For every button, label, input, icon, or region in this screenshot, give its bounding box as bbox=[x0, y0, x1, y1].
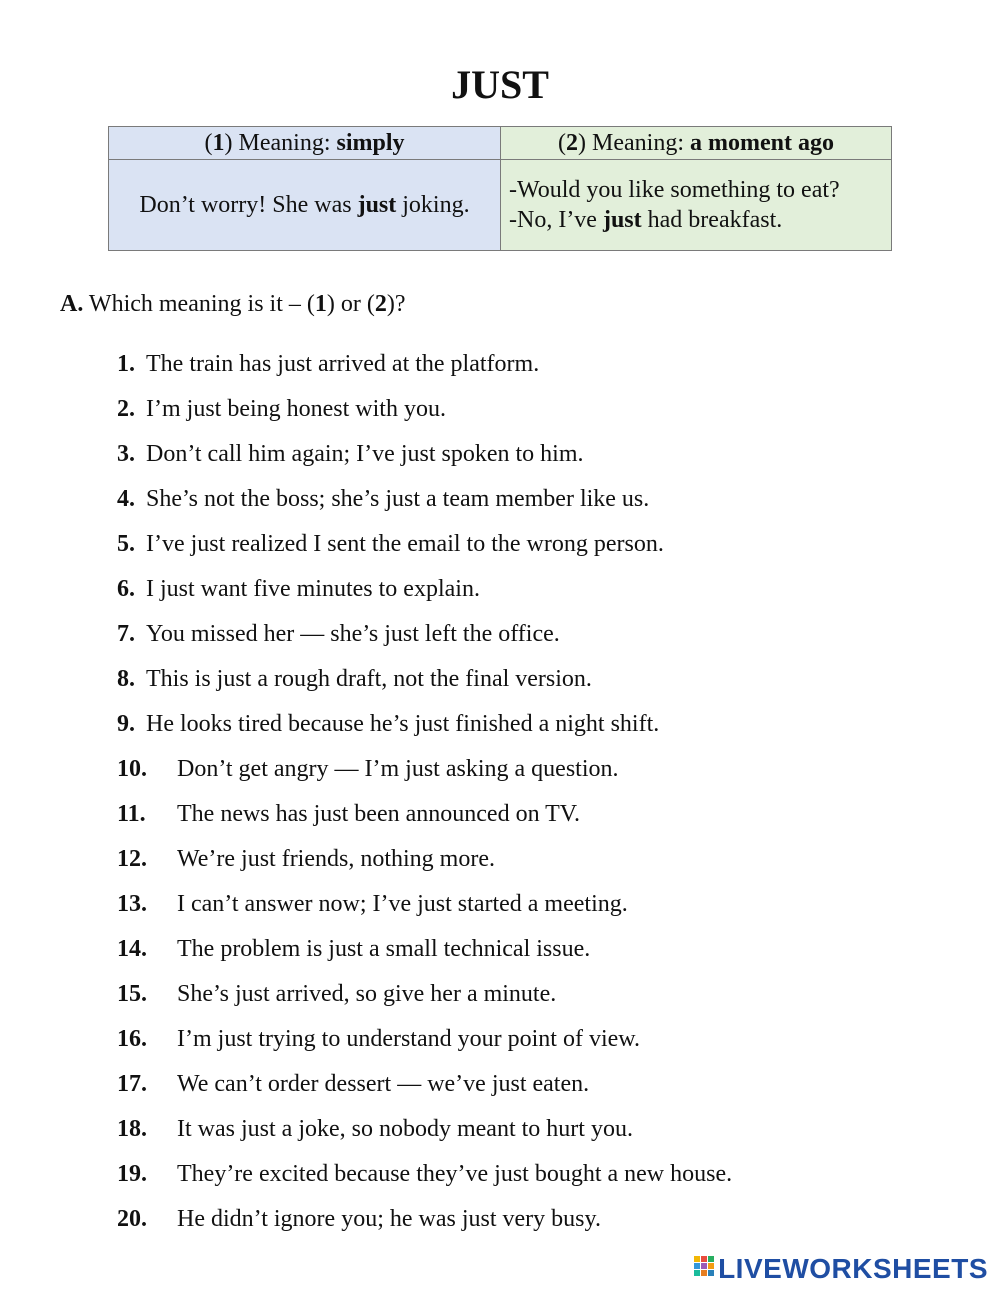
exercise-item bbox=[117, 1112, 977, 1157]
exercise-item bbox=[117, 1157, 977, 1202]
meaning2-header: (2) Meaning: a moment ago bbox=[501, 127, 892, 160]
exercise-item bbox=[117, 527, 977, 572]
exercise-item bbox=[117, 1067, 977, 1112]
meaning1-header: (1) Meaning: simply bbox=[109, 127, 501, 160]
item-number: 2. bbox=[117, 396, 135, 422]
meaning1-example-after: joking. bbox=[396, 191, 470, 218]
meaning2-line2-after: had breakfast. bbox=[641, 207, 783, 233]
meanings-example-row bbox=[109, 160, 892, 251]
exercise-item bbox=[117, 392, 977, 437]
meanings-header-row bbox=[109, 127, 892, 160]
item-number: 5. bbox=[117, 531, 135, 557]
item-text: I’m just being honest with you. bbox=[146, 396, 446, 422]
exercise-item bbox=[117, 797, 977, 842]
item-text: It was just a joke, so nobody meant to hurt you. bbox=[177, 1116, 633, 1142]
exercise-item bbox=[117, 707, 977, 752]
exercise-list bbox=[117, 347, 977, 1247]
meaning2-number: 2 bbox=[566, 129, 579, 156]
item-text: I’ve just realized I sent the email to the wrong person. bbox=[146, 531, 664, 557]
item-number: 15. bbox=[117, 981, 147, 1007]
meaning1-example-before: Don’t worry! She was bbox=[139, 191, 358, 218]
instruction-mid: ) or ( bbox=[326, 291, 375, 317]
liveworksheets-logo-icon bbox=[694, 1256, 716, 1282]
item-text: This is just a rough draft, not the final version. bbox=[146, 666, 592, 692]
item-text: She’s just arrived, so give her a minute. bbox=[177, 981, 557, 1007]
instruction bbox=[60, 288, 406, 320]
item-number: 6. bbox=[117, 576, 135, 602]
item-number: 1. bbox=[117, 351, 135, 377]
exercise-item bbox=[117, 1022, 977, 1067]
meaning1-label: Meaning: bbox=[238, 129, 337, 156]
instruction-opt2: 2 bbox=[374, 291, 387, 317]
meaning2-label: Meaning: bbox=[592, 129, 690, 156]
item-number: 19. bbox=[117, 1161, 147, 1187]
item-text: We’re just friends, nothing more. bbox=[177, 846, 495, 872]
exercise-item bbox=[117, 437, 977, 482]
item-number: 16. bbox=[117, 1026, 147, 1052]
liveworksheets-logo-text: LIVEWORKSHEETS bbox=[718, 1253, 988, 1284]
meaning1-number: 1 bbox=[212, 129, 225, 156]
item-text: They’re excited because they’ve just bought a new house. bbox=[177, 1161, 733, 1187]
item-text: He didn’t ignore you; he was just very busy. bbox=[177, 1206, 601, 1232]
meaning1-example-bold: just bbox=[357, 191, 397, 218]
item-number: 14. bbox=[117, 936, 147, 962]
item-text: You missed her — she’s just left the office. bbox=[146, 621, 560, 647]
item-number: 13. bbox=[117, 891, 147, 917]
exercise-item bbox=[117, 752, 977, 797]
meaning2-line2-bold: just bbox=[602, 207, 642, 233]
item-text: I just want five minutes to explain. bbox=[146, 576, 480, 602]
item-number: 3. bbox=[117, 441, 135, 467]
item-text: He looks tired because he’s just finished a night shift. bbox=[146, 711, 660, 737]
meanings-table bbox=[108, 126, 892, 251]
exercise-item bbox=[117, 887, 977, 932]
exercise-item bbox=[117, 662, 977, 707]
instruction-letter: A. bbox=[60, 291, 84, 317]
meaning2-example-line2 bbox=[509, 205, 883, 235]
item-number: 12. bbox=[117, 846, 147, 872]
meaning2-example-line1: -Would you like something to eat? bbox=[509, 177, 840, 203]
exercise-item bbox=[117, 572, 977, 617]
meaning1-keyword: simply bbox=[336, 129, 405, 156]
instruction-text-after: )? bbox=[386, 291, 406, 317]
item-number: 18. bbox=[117, 1116, 147, 1142]
meaning1-example bbox=[109, 160, 501, 251]
exercise-item bbox=[117, 842, 977, 887]
item-text: We can’t order dessert — we’ve just eaten. bbox=[177, 1071, 590, 1097]
liveworksheets-logo bbox=[694, 1252, 988, 1286]
item-number: 11. bbox=[117, 801, 146, 827]
exercise-item bbox=[117, 977, 977, 1022]
item-text: She’s not the boss; she’s just a team member like us. bbox=[146, 486, 650, 512]
item-text: I’m just trying to understand your point of view. bbox=[177, 1026, 641, 1052]
exercise-item bbox=[117, 932, 977, 977]
item-number: 8. bbox=[117, 666, 135, 692]
item-text: The train has just arrived at the platform. bbox=[146, 351, 540, 377]
instruction-text-before: Which meaning is it – ( bbox=[83, 291, 315, 317]
exercise-item bbox=[117, 1202, 977, 1247]
item-number: 9. bbox=[117, 711, 135, 737]
item-text: I can’t answer now; I’ve just started a meeting. bbox=[177, 891, 628, 917]
exercise-item bbox=[117, 347, 977, 392]
item-text: Don’t get angry — I’m just asking a question. bbox=[177, 756, 619, 782]
exercise-item bbox=[117, 482, 977, 527]
item-number: 17. bbox=[117, 1071, 147, 1097]
meaning2-example bbox=[501, 160, 892, 251]
exercise-item bbox=[117, 617, 977, 662]
item-number: 10. bbox=[117, 756, 147, 782]
instruction-opt1: 1 bbox=[314, 291, 327, 317]
meaning2-keyword: a moment ago bbox=[690, 129, 834, 156]
item-text: The news has just been announced on TV. bbox=[177, 801, 581, 827]
item-number: 20. bbox=[117, 1206, 147, 1232]
page-title: JUST bbox=[451, 62, 549, 107]
item-number: 7. bbox=[117, 621, 135, 647]
item-text: Don’t call him again; I’ve just spoken to him. bbox=[146, 441, 584, 467]
item-text: The problem is just a small technical issue. bbox=[177, 936, 591, 962]
meaning2-line2-before: -No, I’ve bbox=[509, 207, 603, 233]
item-number: 4. bbox=[117, 486, 135, 512]
